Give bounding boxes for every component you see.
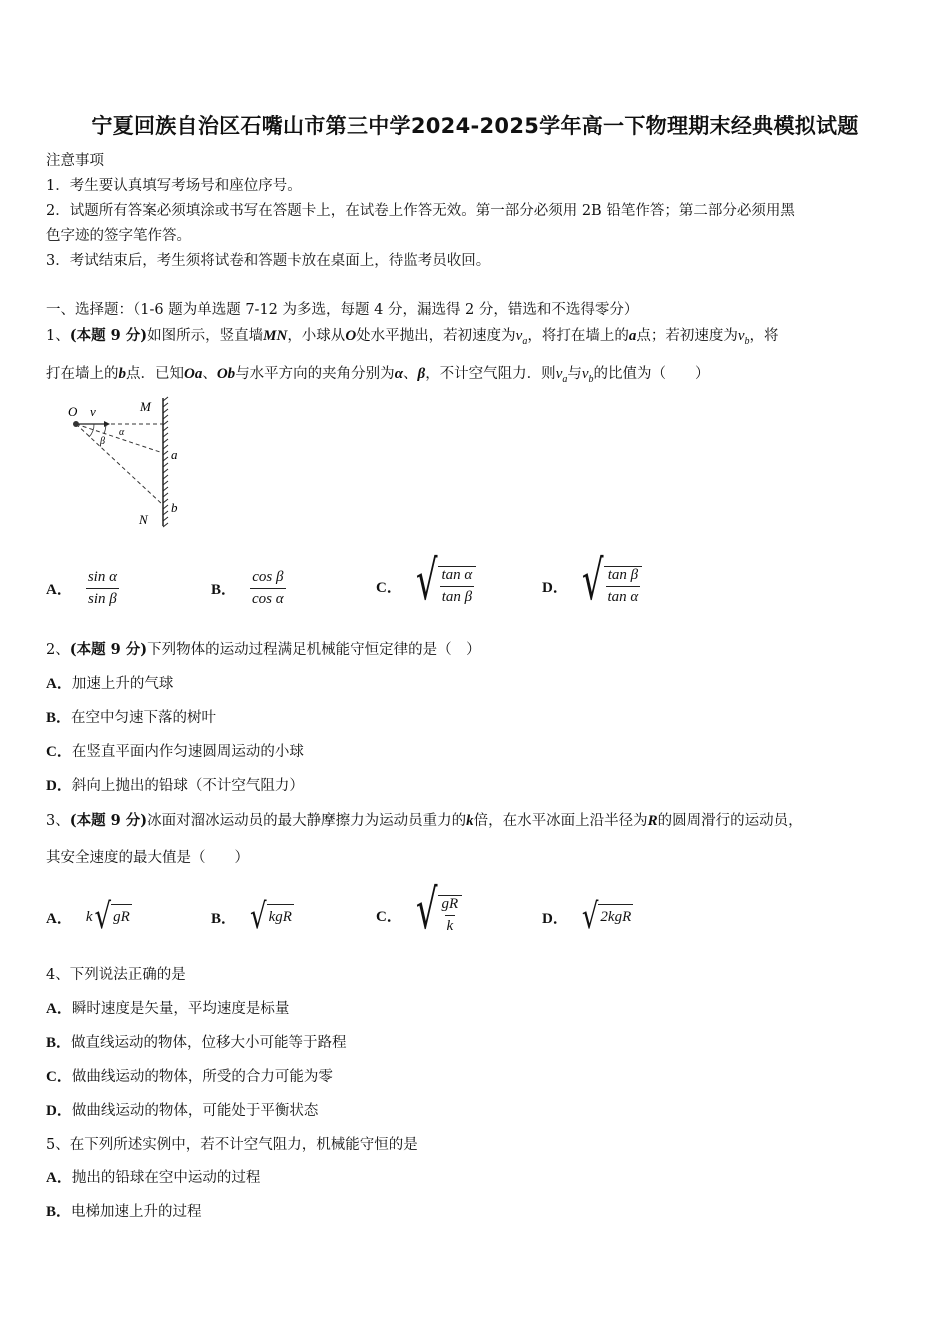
q2-option-b[interactable]: B．在空中匀速下落的树叶 [46, 710, 217, 726]
wall [163, 397, 168, 527]
question-2: 2、(本题 9 分)下列物体的运动过程满足机械能守恒定律的是（ ） [46, 641, 481, 658]
notice-heading: 注意事项 [46, 153, 104, 169]
label-a: a [171, 447, 178, 462]
q1-option-d[interactable]: D． √ $\frac{\text{tan β}}{\text{tan α}}$ [542, 556, 642, 616]
q1-option-c[interactable]: C． √ $\frac{\text{tan α}}{\text{tan β}}$ [376, 556, 476, 616]
question-4: 4、下列说法正确的是 [46, 967, 186, 983]
q3-option-c[interactable]: C． √ $\frac{gR}{k}$ [376, 882, 462, 948]
velocity-arrowhead [104, 421, 110, 427]
label-o: O [68, 404, 78, 419]
notice-item: 1．考生要认真填写考场号和座位序号。 [46, 178, 302, 194]
q2-option-d[interactable]: D．斜向上抛出的铅球（不计空气阻力） [46, 778, 304, 794]
question-3-line-1: 3、(本题 9 分)冰面对溜冰运动员的最大静摩擦力为运动员重力的k倍，在水平冰面上沿半径为R的圆周滑行的运动员， [46, 812, 803, 829]
label-v: v [90, 404, 96, 419]
q3-option-b[interactable]: B． √ kgR [211, 896, 292, 938]
q1-option-a[interactable]: A． $\frac{\text{sin α}}{\text{sin β}}$ [46, 568, 117, 607]
q2-option-a[interactable]: A．加速上升的气球 [46, 676, 174, 692]
label-n: N [139, 512, 148, 527]
question-1-line-1: 1、(本题 9 分)如图所示，竖直墙MN，小球从O处水平抛出，若初速度为$v_a$，将打在墙上的a点；若初速度为$v_b$，将 [46, 327, 779, 347]
section-heading: 一、选择题：（1-6 题为单选题 7-12 为多选，每题 4 分，漏选得 2 分，错选和不选得零分） [46, 302, 639, 318]
q2-option-c[interactable]: C．在竖直平面内作匀速圆周运动的小球 [46, 744, 304, 760]
notice-item: 3．考试结束后，考生须将试卷和答题卡放在桌面上，待监考员收回。 [46, 253, 491, 269]
projectile-wall-figure [60, 393, 190, 533]
q3-option-a[interactable]: A． k √ gR [46, 896, 130, 938]
notice-item: 2．试题所有答案必须填涂或书写在答题卡上，在试卷上作答无效。第一部分必须用 2B 铅笔作答；第二部分必须用黑 [46, 203, 795, 219]
q5-option-b[interactable]: B．电梯加速上升的过程 [46, 1204, 202, 1220]
label-m: M [140, 399, 151, 414]
question-1-line-2: 打在墙上的b点．已知Oa、Ob与水平方向的夹角分别为α、β，不计空气阻力．则$v_a$与$v_b$的比值为（ ） [46, 366, 710, 385]
q4-option-c[interactable]: C．做曲线运动的物体，所受的合力可能为零 [46, 1069, 333, 1085]
label-alpha: α [119, 427, 125, 438]
q3-option-d[interactable]: D． √ 2kgR [542, 896, 632, 938]
q5-option-a[interactable]: A．抛出的铅球在空中运动的过程 [46, 1170, 261, 1186]
angle-beta-arc [89, 424, 94, 437]
question-3-line-2: 其安全速度的最大值是（ ） [46, 850, 249, 866]
question-5: 5、在下列所述实例中，若不计空气阻力，机械能守恒的是 [46, 1137, 418, 1153]
notice-item: 色字迹的签字笔作答。 [46, 228, 191, 244]
q4-option-d[interactable]: D．做曲线运动的物体，可能处于平衡状态 [46, 1103, 319, 1119]
q1-option-b[interactable]: B． $\frac{\text{cos β}}{\text{cos α}}$ [211, 568, 284, 607]
label-b: b [171, 500, 178, 515]
label-beta: β [100, 436, 105, 447]
q4-option-b[interactable]: B．做直线运动的物体，位移大小可能等于路程 [46, 1035, 347, 1051]
exam-title: 宁夏回族自治区石嘴山市第三中学2024-2025学年高一下物理期末经典模拟试题 [91, 114, 859, 138]
q4-option-a[interactable]: A．瞬时速度是矢量，平均速度是标量 [46, 1001, 290, 1017]
